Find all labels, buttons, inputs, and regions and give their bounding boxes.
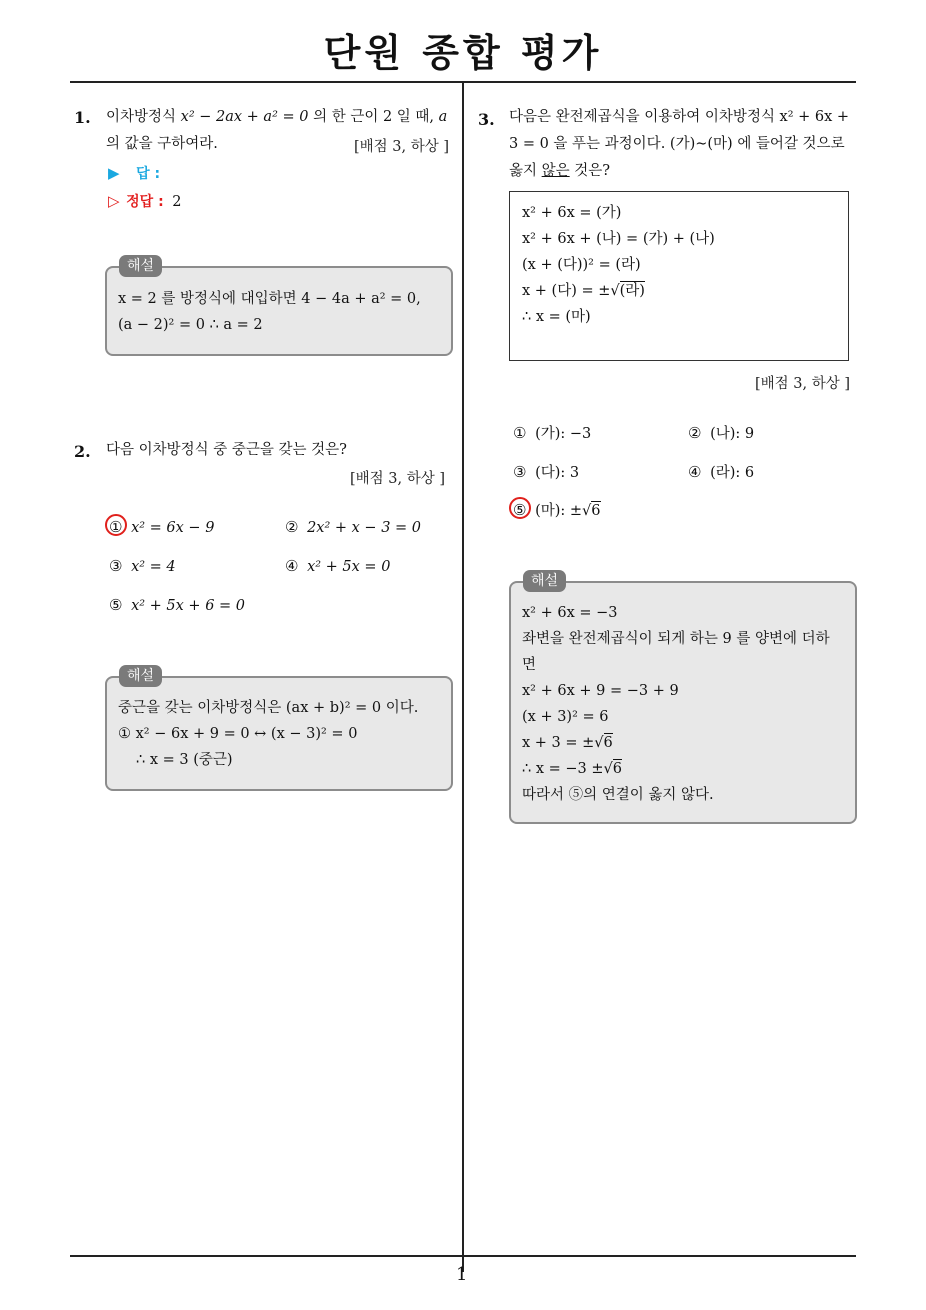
q2-solution-line1: 중근을 갖는 이차방정식은 (ax + b)² = 0 이다. xyxy=(118,700,419,716)
q1-solution-line2: (a − 2)² = 0 ∴ a = 2 xyxy=(118,317,263,333)
q3-choice-1[interactable]: ① (가): −3 xyxy=(513,424,592,442)
q1-correct-row xyxy=(108,191,182,211)
q2-text: 다음 이차방정식 중 중근을 갖는 것은? xyxy=(106,442,347,458)
q2-choice-3[interactable]: ③ x² = 4 xyxy=(109,557,176,575)
column-divider xyxy=(462,82,464,1272)
page-title: 단원 종합 평가 xyxy=(323,31,603,75)
q3-choice-2[interactable]: ② (나): 9 xyxy=(688,424,755,442)
q3-process-line5: ∴ x = (마) xyxy=(522,309,591,325)
q1-correct-label: 정답 : xyxy=(126,194,164,210)
q3-emphasis: 않은 xyxy=(541,163,570,179)
q2-choice-5[interactable]: ⑤ x² + 5x + 6 = 0 xyxy=(109,596,246,614)
q3-number: 3. xyxy=(478,110,495,129)
q2-solution-line2: ① x² − 6x + 9 = 0 ↔ (x − 3)² = 0 xyxy=(118,726,358,742)
q2-solution-line3: ∴ x = 3 (중근) xyxy=(136,752,233,768)
sqrt-icon: √ xyxy=(594,735,604,751)
q3-solution-line6: x + 3 = ±√6 xyxy=(522,735,613,751)
sqrt-icon: √ xyxy=(610,283,620,299)
q2-choice-1[interactable]: ① x² = 6x − 9 xyxy=(109,518,215,536)
sqrt-icon: √ xyxy=(603,761,613,777)
q1-equation: x² − 2ax + a² = 0 xyxy=(180,109,309,125)
q3-solution-line5: (x + 3)² = 6 xyxy=(522,709,609,725)
q3-process-line1: x² + 6x = (가) xyxy=(522,205,622,221)
q3-score: [배점 3, 하상 ] xyxy=(755,376,851,392)
q1-number: 1. xyxy=(74,108,91,127)
correct-arrow-icon: ▷ xyxy=(108,192,120,210)
q1-solution-line1: x = 2 를 방정식에 대입하면 4 − 4a + a² = 0, xyxy=(118,291,421,307)
q2-solution-tag: 해설 xyxy=(119,665,162,687)
q2-choice-4[interactable]: ④ x² + 5x = 0 xyxy=(285,557,391,575)
q3-solution-tag: 해설 xyxy=(523,570,566,592)
q3-choice-4[interactable]: ④ (라): 6 xyxy=(688,463,755,481)
q3-solution-line2: 좌변을 완전제곱식이 되게 하는 9 를 양변에 더하 xyxy=(522,631,830,647)
sqrt-icon: √ xyxy=(582,503,592,519)
q1-score: [배점 3, 하상 ] xyxy=(354,139,450,155)
q3-solution-line1: x² + 6x = −3 xyxy=(522,605,618,621)
q3-solution-line8: 따라서 ⑤의 연결이 옳지 않다. xyxy=(522,787,714,803)
answer-arrow-icon: ▶ xyxy=(108,164,120,182)
q3-solution-line4: x² + 6x + 9 = −3 + 9 xyxy=(522,683,679,699)
q1-answer-label: 답 : xyxy=(136,166,161,182)
q2-choice-2[interactable]: ② 2x² + x − 3 = 0 xyxy=(285,518,422,536)
q3-process-line3: (x + (다))² = (라) xyxy=(522,257,641,273)
q1-text: 이차방정식 x² − 2ax + a² = 0 의 한 근이 2 일 때, a 의 값을 구하여라. xyxy=(106,109,448,152)
q3-solution-line7: ∴ x = −3 ±√6 xyxy=(522,761,622,777)
q3-process-line4: x + (다) = ±√(라) xyxy=(522,283,645,299)
q1-answer-row[interactable] xyxy=(108,163,160,183)
q1-correct-value: 2 xyxy=(172,194,182,210)
q2-score: [배점 3, 하상 ] xyxy=(350,471,446,487)
q3-text: 다음은 완전제곱식을 이용하여 이차방정식 x² + 6x + 3 = 0 을 푸는 과정이다. (가)∼(마) 에 들어갈 것으로 옳지 않은 것은? xyxy=(509,109,850,179)
q3-solution-line3: 면 xyxy=(522,657,537,673)
footer-rule xyxy=(70,1255,856,1257)
page-number: 1 xyxy=(456,1264,468,1285)
q3-choice-5[interactable]: ⑤ (마): ±√6 xyxy=(513,501,601,519)
q1-solution-tag: 해설 xyxy=(119,255,162,277)
q3-choice-3[interactable]: ③ (다): 3 xyxy=(513,463,580,481)
q3-process-line2: x² + 6x + (나) = (가) + (나) xyxy=(522,231,715,247)
q2-number: 2. xyxy=(74,442,91,461)
